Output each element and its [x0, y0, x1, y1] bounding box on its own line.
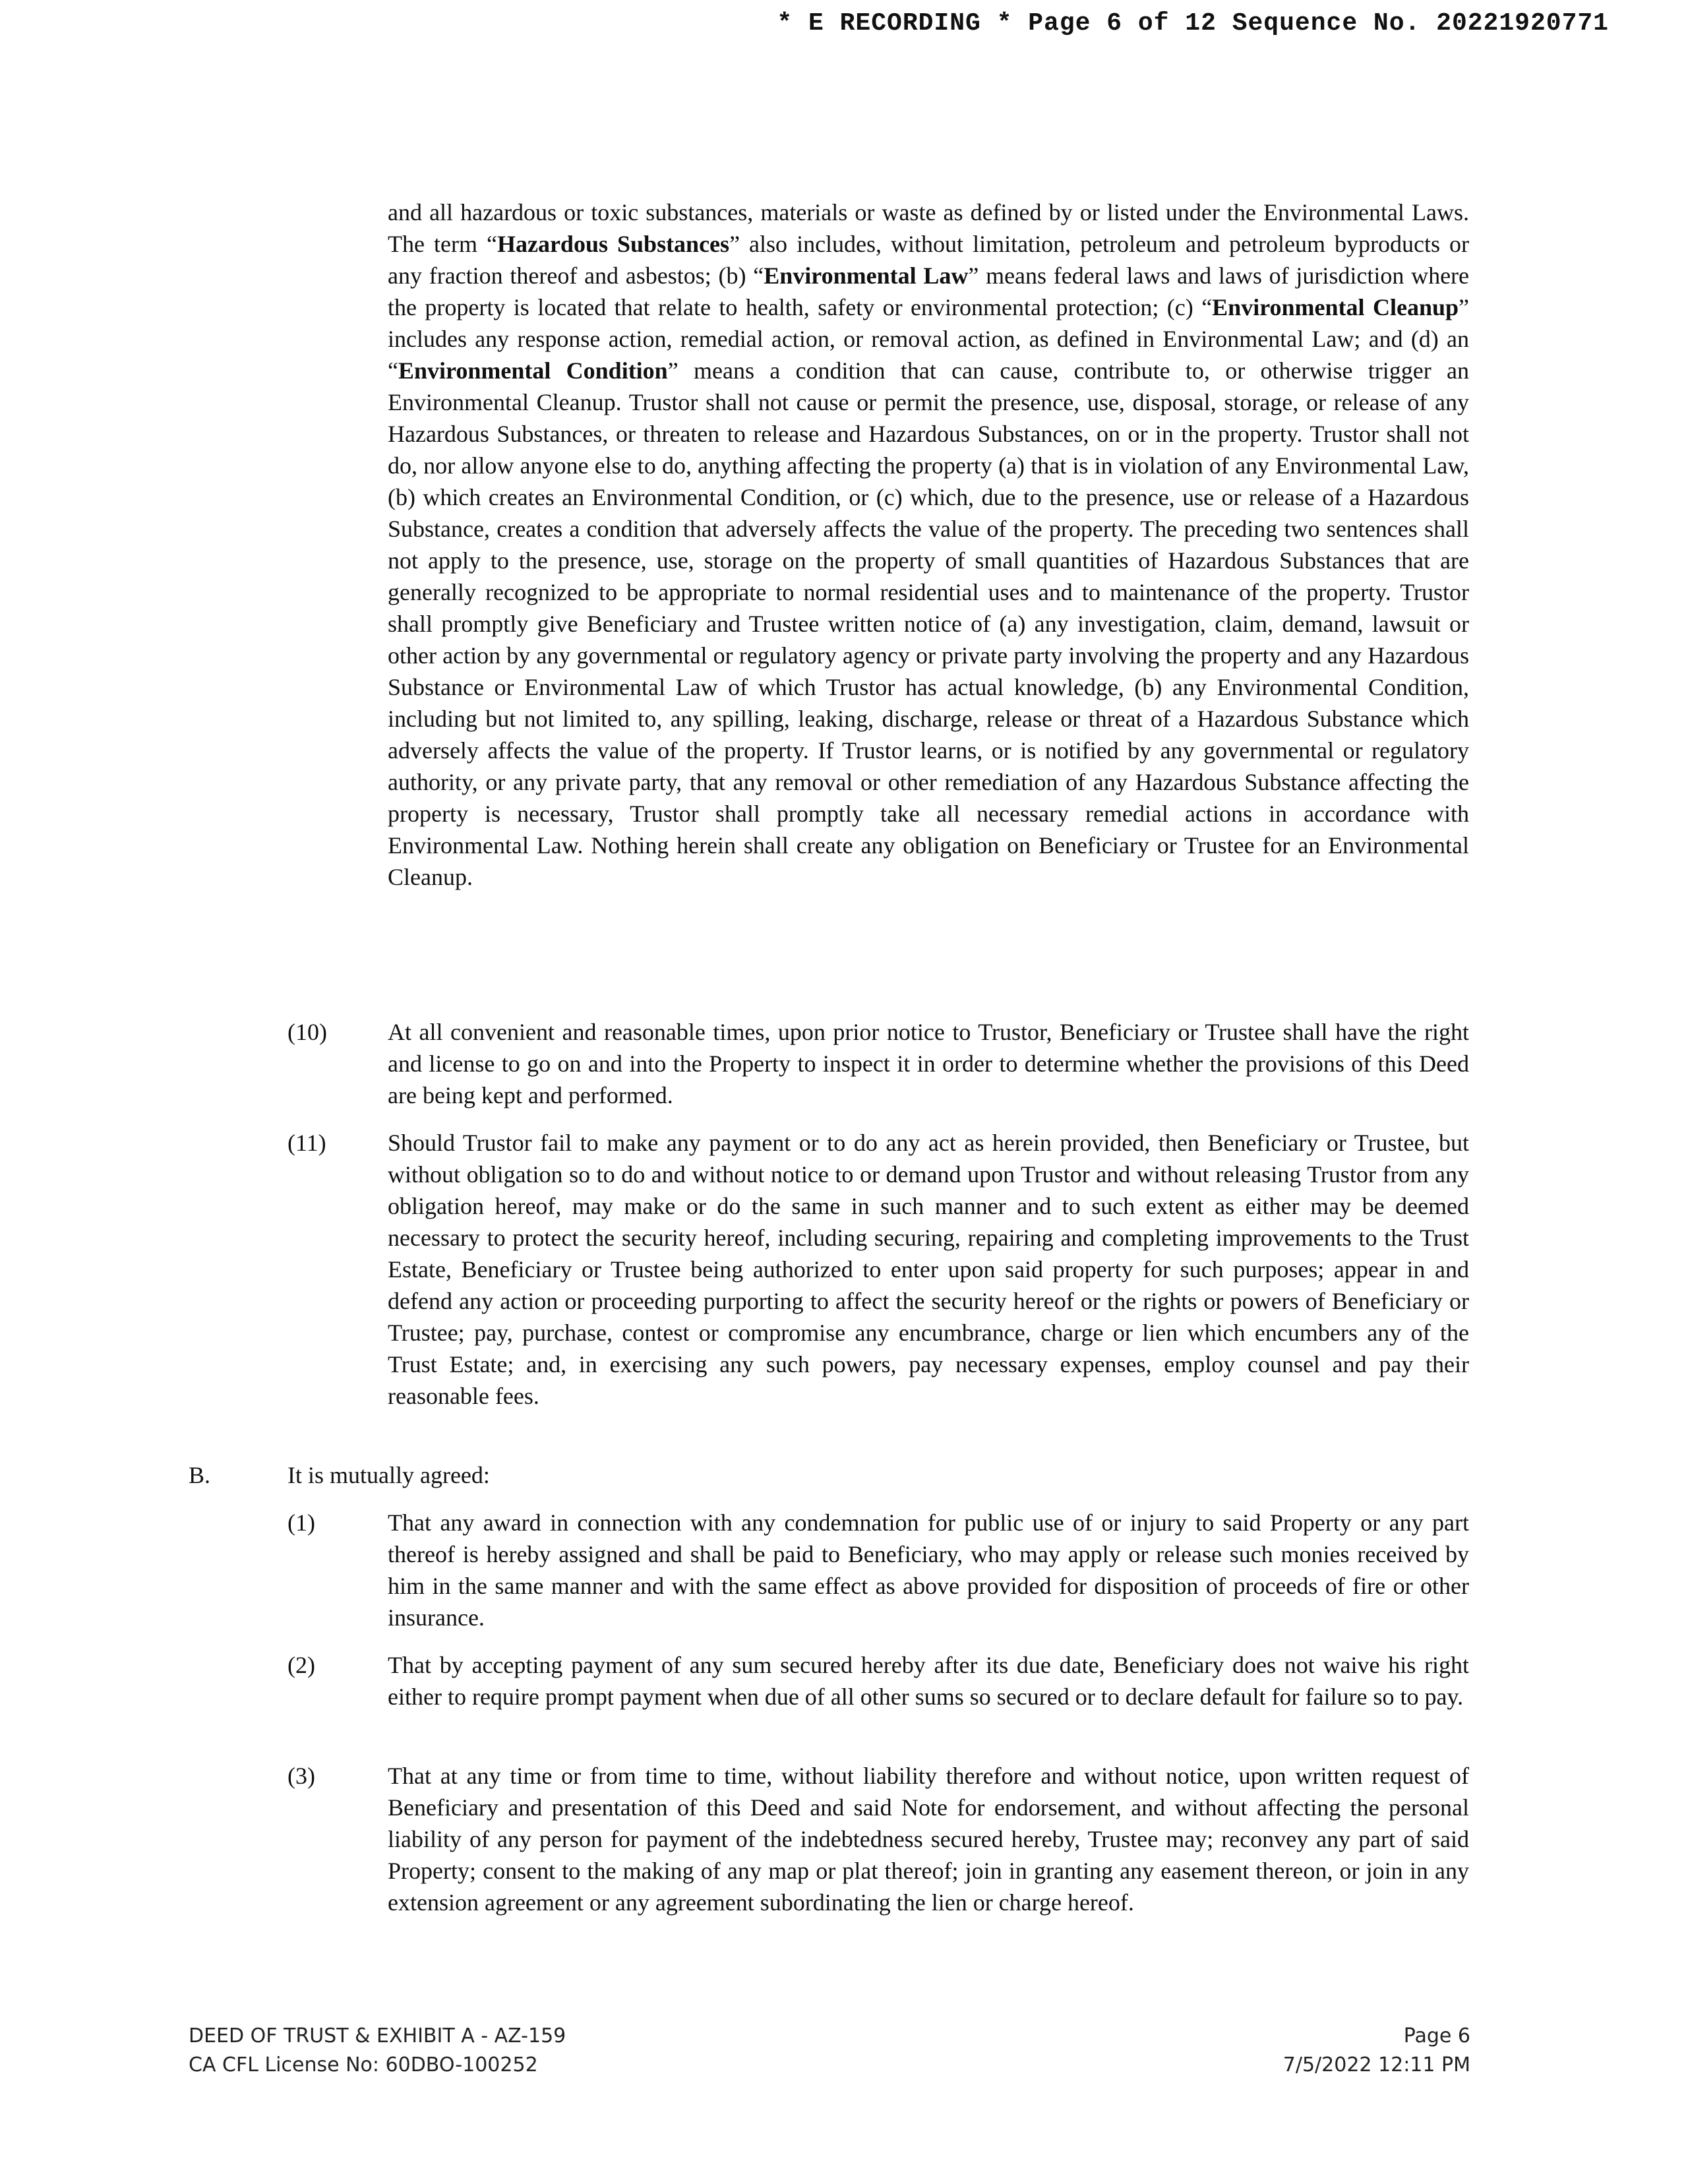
footer-right	[1283, 2022, 1470, 2080]
item-10-number: (10)	[287, 1019, 327, 1045]
recording-header: * E RECORDING * Page 6 of 12 Sequence No. 20221920771	[777, 9, 1609, 38]
segment: ” also includes, without limitation, petroleum and petroleum byproducts or any fraction thereof and asbestos; (b) “	[388, 231, 1470, 289]
segment: ” includes any response action, remedial action, or removal action, as defined in Environmental Law; and (d) an “	[388, 294, 1469, 384]
section-b-heading: It is mutually agreed:	[287, 1462, 490, 1488]
footer-datetime: 7/5/2022 12:11 PM	[1282, 2053, 1470, 2077]
term-hazardous-substances: Hazardous Substances	[497, 231, 730, 257]
footer-doc-title: DEED OF TRUST & EXHIBIT A - AZ-159	[189, 2024, 566, 2048]
b-item-3-number: (3)	[287, 1763, 315, 1789]
b-item-1-text: That any award in connection with any condemnation for public use of or injury to said Property or any part thereof is hereby assigned and shall be paid to Beneficiary, who may apply or release such monies received by him in the same manner and with the same effect as above provided for disposition of proceeds of fire or other insurance.	[388, 1509, 1469, 1631]
b-item-2-number: (2)	[287, 1652, 315, 1678]
b-item-3-text: That at any time or from time to time, without liability therefore and without notice, upon written request of Beneficiary and presentation of this Deed and said Note for endorsement, and without affecting the personal liability of any person for payment of the indebtedness secured hereby, Trustee may; reconvey any part of said Property; consent to the making of any map or plat thereof; join in granting any easement thereon, or join in any extension agreement or any agreement subordinating the lien or charge hereof.	[388, 1763, 1469, 1916]
term-environmental-cleanup: Environmental Cleanup	[1212, 294, 1459, 320]
footer-license: CA CFL License No: 60DBO-100252	[189, 2053, 538, 2077]
segment: ” means federal laws and laws of jurisdiction where the property is located that relate to health, safety or environmental protection; (c) “	[388, 262, 1470, 320]
item-10-text: At all convenient and reasonable times, upon prior notice to Trustor, Beneficiary or Trustee shall have the right and license to go on and into the Property to inspect it in order to determine whether the provisions of this Deed are being kept and performed.	[388, 1019, 1469, 1108]
segment: and all hazardous or toxic substances, materials or waste as defined by or listed under the Environmental Laws. The term “	[388, 199, 1469, 257]
environmental-paragraph	[388, 197, 1469, 893]
section-b-letter: B.	[189, 1462, 211, 1488]
segment: ” means a condition that can cause, contribute to, or otherwise trigger an Environmental Cleanup. Trustor shall not cause or permit the presence, use, disposal, storage, or release of any Hazardous Substances, or threaten to release and Hazardous Substances, on or in the property. Trustor shall not do, nor allow anyone else to do, anything affecting the property (a) that is in violation of any Environmental Law, (b) which creates an Environmental Condition, or (c) which, due to the presence, use or release of a Hazardous Substance, creates a condition that adversely affects the value of the property. The preceding two sentences shall not apply to the presence, use, storage on the property of small quantities of Hazardous Substances that are generally recognized to be appropriate to normal residential uses and to maintenance of the property. Trustor shall promptly give Beneficiary and Trustee written notice of (a) any investigation, claim, demand, lawsuit or other action by any governmental or regulatory agency or private party involving the property and any Hazardous Substance or Environmental Law of which Trustor has actual knowledge, (b) any Environmental Condition, including but not limited to, any spilling, leaking, discharge, release or threat of a Hazardous Substance which adversely affects the value of the property. If Trustor learns, or is notified by any governmental or regulatory authority, or any private party, that any removal or other remediation of any Hazardous Substance affecting the property is necessary, Trustor shall promptly take all necessary remedial actions in accordance with Environmental Law. Nothing herein shall create any obligation on Beneficiary or Trustee for an Environmental Cleanup.	[388, 357, 1469, 890]
b-item-1-number: (1)	[287, 1509, 315, 1536]
term-environmental-law: Environmental Law	[764, 262, 969, 289]
item-11-text: Should Trustor fail to make any payment or to do any act as herein provided, then Beneficiary or Trustee, but without obligation so to do and without notice to or demand upon Trustor and without releasing Trustor from any obligation hereof, may make or do the same in such manner and to such extent as either may be deemed necessary to protect the security hereof, including securing, repairing and completing improvements to the Trust Estate, Beneficiary or Trustee being authorized to enter upon said property for such purposes; appear in and defend any action or proceeding purporting to affect the security hereof or the rights or powers of Beneficiary or Trustee; pay, purchase, contest or compromise any encumbrance, charge or lien which encumbers any of the Trust Estate; and, in exercising any such powers, pay necessary expenses, employ counsel and pay their reasonable fees.	[388, 1130, 1469, 1409]
footer-page-number: Page 6	[1403, 2024, 1470, 2048]
b-item-2-text: That by accepting payment of any sum secured hereby after its due date, Beneficiary does not waive his right either to require prompt payment when due of all other sums so secured or to declare default for failure so to pay.	[388, 1652, 1469, 1710]
footer-left	[189, 2022, 566, 2080]
item-11-number: (11)	[287, 1130, 326, 1156]
term-environmental-condition: Environmental Condition	[398, 357, 668, 384]
